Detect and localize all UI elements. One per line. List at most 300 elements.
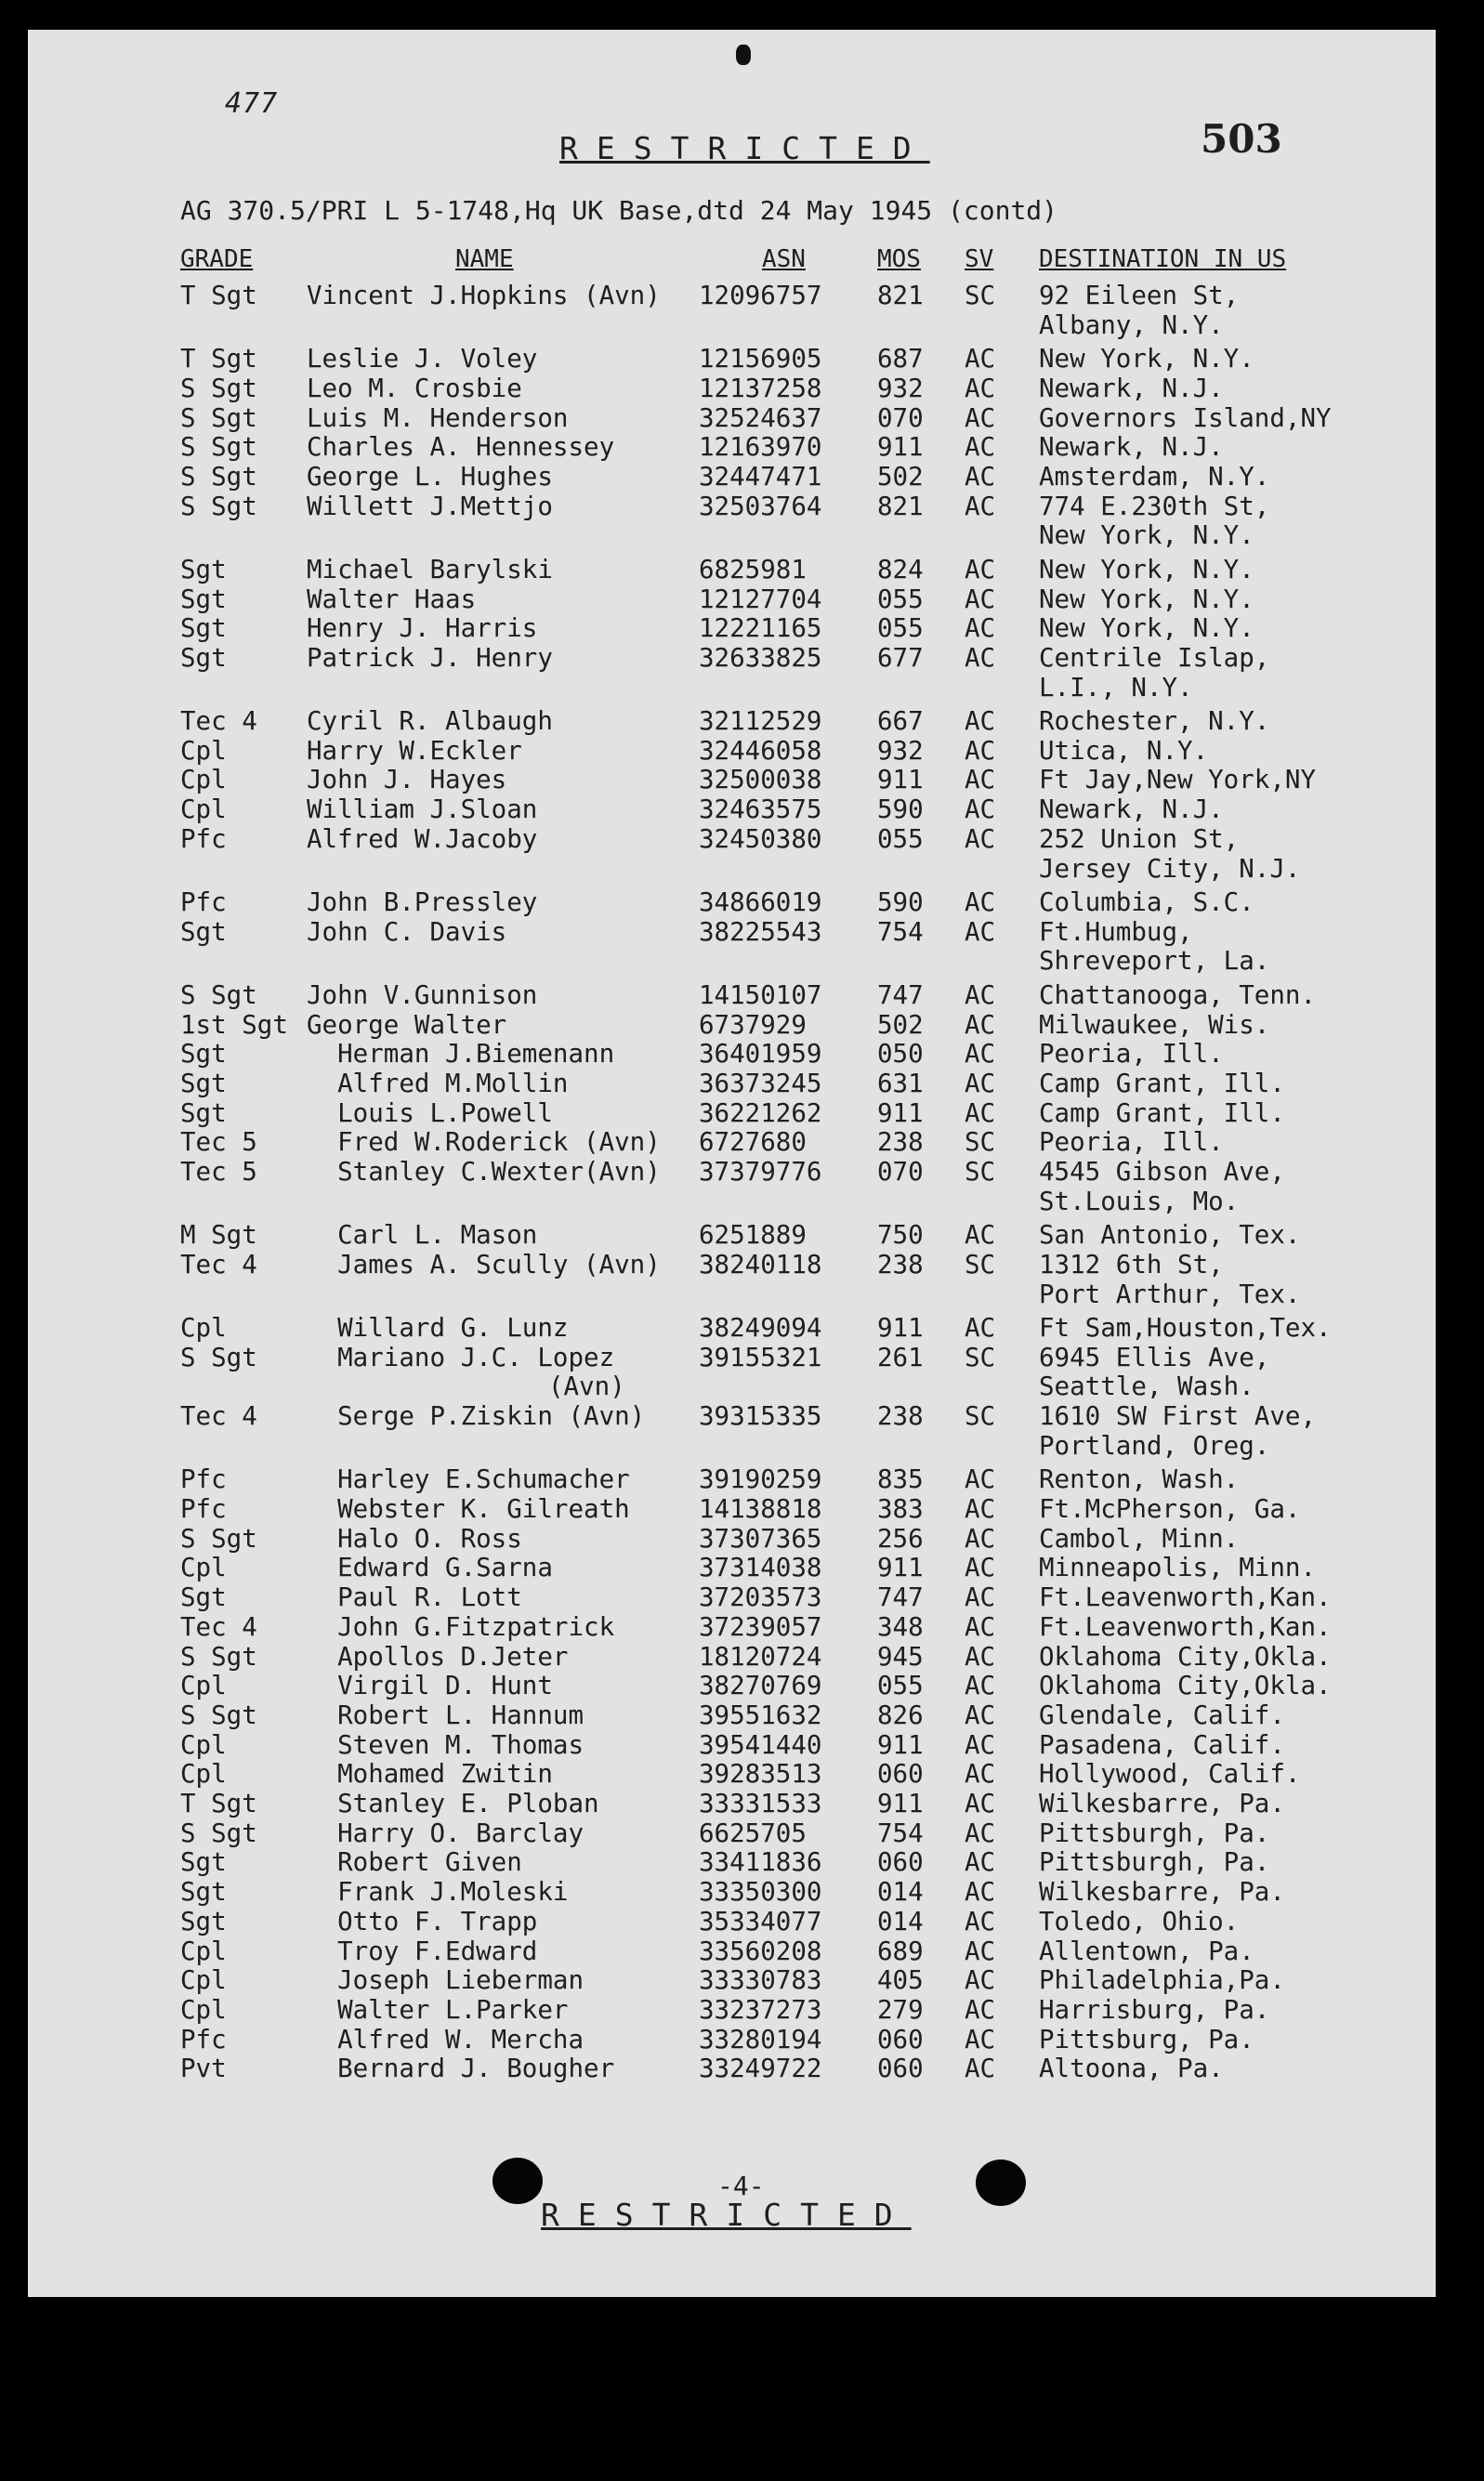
cell-name: Serge P.Ziskin (Avn)	[307, 1401, 646, 1432]
cell-mos: 945	[877, 1641, 924, 1672]
cell-name: George L. Hughes	[307, 461, 553, 492]
cell-grade: Pfc	[180, 823, 227, 854]
cell-asn: 39190259	[699, 1464, 822, 1495]
cell-grade: T Sgt	[180, 1789, 257, 1819]
cell-dest: Camp Grant, Ill.	[1039, 1097, 1285, 1128]
cell-name: James A. Scully (Avn)	[307, 1249, 661, 1280]
cell-name: Luis M. Henderson	[307, 402, 569, 433]
cell-asn: 37379776	[699, 1157, 822, 1188]
cell-name: John G.Fitzpatrick	[307, 1611, 615, 1642]
cell-sv: AC	[965, 1523, 996, 1554]
cell-sv: AC	[965, 1671, 996, 1701]
table-row-continuation	[28, 1372, 1436, 1400]
cell-grade: T Sgt	[180, 344, 257, 374]
table-row	[28, 1671, 1436, 1700]
cell-sv: AC	[965, 584, 996, 614]
cell-mos: 677	[877, 642, 924, 673]
header-name: NAME	[455, 245, 514, 273]
cell-mos: 747	[877, 979, 924, 1010]
cell-mos: 055	[877, 823, 924, 854]
cell-grade: Sgt	[180, 1582, 227, 1613]
cell-dest: Amsterdam, N.Y.	[1039, 461, 1270, 492]
cell-mos: 687	[877, 344, 924, 374]
cell-asn: 33560208	[699, 1936, 822, 1966]
cell-name: Troy F.Edward	[307, 1936, 538, 1966]
cell-asn: 32503764	[699, 491, 822, 521]
cell-name: Willard G. Lunz	[307, 1313, 569, 1344]
cell-name: Harry O. Barclay	[307, 1818, 584, 1848]
cell-sv: SC	[965, 1127, 996, 1158]
cell-name: Otto F. Trapp	[307, 1906, 538, 1936]
cell-asn: 39155321	[699, 1342, 822, 1372]
cell-name: John J. Hayes	[307, 765, 507, 795]
table-row	[28, 765, 1436, 794]
cell-sv: AC	[965, 1965, 996, 1996]
cell-dest: Oklahoma City,Okla.	[1039, 1641, 1332, 1672]
cell-asn: 12156905	[699, 344, 822, 374]
cell-asn: 36221262	[699, 1097, 822, 1128]
cell-grade: S Sgt	[180, 1523, 257, 1554]
cell-dest: 252 Union St,	[1039, 823, 1240, 854]
cell-name: Mariano J.C. Lopez	[307, 1342, 615, 1372]
table-row	[28, 344, 1436, 373]
table-row	[28, 980, 1436, 1009]
cell-dest: Columbia, S.C.	[1039, 887, 1254, 918]
cell-asn: 32633825	[699, 642, 822, 673]
cell-sv: SC	[965, 1342, 996, 1372]
cell-name: Edward G.Sarna	[307, 1553, 553, 1583]
punch-hole-right	[976, 2159, 1026, 2206]
cell-dest: Minneapolis, Minn.	[1039, 1553, 1317, 1583]
cell-dest: Ft.Humbug,	[1039, 916, 1193, 947]
cell-dest: Harrisburg, Pa.	[1039, 1994, 1270, 2025]
cell-sv: AC	[965, 1729, 996, 1760]
cell-grade: Tec 4	[180, 1401, 257, 1432]
table-row	[28, 1127, 1436, 1156]
table-row	[28, 2054, 1436, 2082]
cell-sv: SC	[965, 281, 996, 310]
cell-name: Leo M. Crosbie	[307, 373, 522, 403]
cell-name: Michael Barylski	[307, 554, 553, 584]
cell-asn: 12221165	[699, 613, 822, 644]
cell-asn: 32447471	[699, 461, 822, 492]
cell-name: Bernard J. Bougher	[307, 2054, 615, 2084]
table-row	[28, 432, 1436, 461]
header-grade: GRADE	[180, 245, 254, 273]
cell-sv: AC	[965, 1641, 996, 1672]
cell-mos: 754	[877, 916, 924, 947]
cell-asn: 38270769	[699, 1671, 822, 1701]
cell-mos: 502	[877, 1009, 924, 1040]
table-row	[28, 1759, 1436, 1788]
cell-sv: AC	[965, 554, 996, 584]
cell-grade: S Sgt	[180, 1342, 257, 1372]
cell-sv: AC	[965, 735, 996, 766]
cell-dest: Wilkesbarre, Pa.	[1039, 1877, 1285, 1908]
table-row	[28, 1877, 1436, 1906]
cell-name: Fred W.Roderick (Avn)	[307, 1127, 661, 1158]
cell-name-continuation: (Avn)	[548, 1372, 625, 1402]
cell-grade: Sgt	[180, 1847, 227, 1878]
cell-dest: 1610 SW First Ave,	[1039, 1401, 1317, 1432]
cell-name: Henry J. Harris	[307, 613, 538, 644]
document-page	[28, 30, 1436, 2297]
table-row	[28, 374, 1436, 402]
cell-mos: 821	[877, 491, 924, 521]
cell-grade: Cpl	[180, 1936, 227, 1966]
cell-name: Alfred M.Mollin	[307, 1068, 569, 1098]
table-row-continuation	[28, 1187, 1436, 1215]
cell-name: John C. Davis	[307, 916, 507, 947]
cell-grade: S Sgt	[180, 402, 257, 433]
table-row	[28, 1612, 1436, 1641]
cell-sv: AC	[965, 1553, 996, 1583]
cell-mos: 835	[877, 1464, 924, 1495]
cell-grade: Sgt	[180, 916, 227, 947]
cell-sv: AC	[965, 461, 996, 492]
table-row	[28, 824, 1436, 853]
cell-asn: 39541440	[699, 1729, 822, 1760]
cell-dest: 6945 Ellis Ave,	[1039, 1342, 1270, 1372]
cell-mos: 750	[877, 1220, 924, 1251]
header-destination: DESTINATION IN US	[1039, 245, 1287, 273]
cell-asn: 33237273	[699, 1994, 822, 2025]
cell-sv: AC	[965, 432, 996, 463]
cell-dest: San Antonio, Tex.	[1039, 1220, 1301, 1251]
cell-asn: 37239057	[699, 1611, 822, 1642]
cell-asn: 32112529	[699, 706, 822, 737]
table-row	[28, 794, 1436, 823]
cell-grade: Tec 5	[180, 1157, 257, 1188]
cell-name: Harley E.Schumacher	[307, 1464, 630, 1495]
cell-asn: 32450380	[699, 823, 822, 854]
cell-name: John B.Pressley	[307, 887, 538, 918]
table-row	[28, 1700, 1436, 1729]
cell-asn: 33350300	[699, 1877, 822, 1908]
cell-mos: 590	[877, 794, 924, 825]
cell-dest: New York, N.Y.	[1039, 613, 1254, 644]
cell-name: Halo O. Ross	[307, 1523, 522, 1554]
cell-asn: 37203573	[699, 1582, 822, 1613]
cell-grade: 1st Sgt	[180, 1009, 288, 1040]
cell-mos: 911	[877, 1729, 924, 1760]
cell-asn: 33249722	[699, 2054, 822, 2084]
cell-sv: AC	[965, 491, 996, 521]
table-row	[28, 1313, 1436, 1342]
cell-sv: AC	[965, 2054, 996, 2084]
cell-dest: Camp Grant, Ill.	[1039, 1068, 1285, 1098]
cell-dest: Ft Jay,New York,NY	[1039, 765, 1317, 795]
cell-name: George Walter	[307, 1009, 507, 1040]
cell-dest: Pasadena, Calif.	[1039, 1729, 1285, 1760]
cell-sv: AC	[965, 887, 996, 918]
cell-dest-continuation: Port Arthur, Tex.	[1039, 1279, 1301, 1309]
table-row	[28, 1907, 1436, 1936]
cell-mos: 590	[877, 887, 924, 918]
cell-mos: 279	[877, 1994, 924, 2025]
cell-dest-continuation: L.I., N.Y.	[1039, 672, 1193, 702]
cell-sv: AC	[965, 1759, 996, 1790]
cell-grade: Cpl	[180, 1729, 227, 1760]
cell-grade: Tec 4	[180, 1611, 257, 1642]
cell-mos: 911	[877, 432, 924, 463]
cell-sv: AC	[965, 373, 996, 403]
cell-asn: 33411836	[699, 1847, 822, 1878]
table-row-continuation	[28, 520, 1436, 549]
table-row	[28, 1157, 1436, 1186]
table-row	[28, 1098, 1436, 1127]
file-number: 477	[225, 87, 279, 120]
cell-mos: 932	[877, 373, 924, 403]
table-row-continuation	[28, 1431, 1436, 1460]
cell-mos: 238	[877, 1249, 924, 1280]
cell-mos: 383	[877, 1494, 924, 1525]
cell-sv: AC	[965, 979, 996, 1010]
cell-asn: 12137258	[699, 373, 822, 403]
cell-mos: 256	[877, 1523, 924, 1554]
cell-mos: 014	[877, 1906, 924, 1936]
cell-sv: AC	[965, 1906, 996, 1936]
header-sv: SV	[965, 245, 994, 273]
cell-asn: 14150107	[699, 979, 822, 1010]
cell-dest: Pittsburg, Pa.	[1039, 2024, 1254, 2054]
table-row	[28, 1965, 1436, 1994]
cell-dest: Cambol, Minn.	[1039, 1523, 1240, 1554]
cell-grade: S Sgt	[180, 979, 257, 1010]
cell-sv: AC	[965, 1994, 996, 2025]
cell-grade: Cpl	[180, 1671, 227, 1701]
cell-name: Stanley C.Wexter(Avn)	[307, 1157, 661, 1188]
cell-grade: Pfc	[180, 1464, 227, 1495]
cell-sv: AC	[965, 1936, 996, 1966]
cell-name: Carl L. Mason	[307, 1220, 538, 1251]
cell-asn: 18120724	[699, 1641, 822, 1672]
cell-dest: 4545 Gibson Ave,	[1039, 1157, 1285, 1188]
cell-dest: New York, N.Y.	[1039, 344, 1254, 374]
cell-dest: Pittsburgh, Pa.	[1039, 1847, 1270, 1878]
cell-dest: Ft Sam,Houston,Tex.	[1039, 1313, 1332, 1344]
cell-mos: 667	[877, 706, 924, 737]
cell-name: Leslie J. Voley	[307, 344, 538, 374]
cell-dest: Wilkesbarre, Pa.	[1039, 1789, 1285, 1819]
table-row	[28, 1010, 1436, 1039]
cell-mos: 911	[877, 1097, 924, 1128]
cell-asn: 37307365	[699, 1523, 822, 1554]
cell-mos: 050	[877, 1039, 924, 1070]
cell-mos: 055	[877, 1671, 924, 1701]
cell-grade: S Sgt	[180, 1818, 257, 1848]
cell-sv: SC	[965, 1249, 996, 1280]
cell-name: Stanley E. Ploban	[307, 1789, 599, 1819]
cell-sv: AC	[965, 344, 996, 374]
cell-grade: Cpl	[180, 735, 227, 766]
cell-grade: Sgt	[180, 554, 227, 584]
cell-sv: SC	[965, 1401, 996, 1432]
cell-grade: Cpl	[180, 765, 227, 795]
cell-asn: 32524637	[699, 402, 822, 433]
table-row	[28, 1730, 1436, 1759]
cell-asn: 33280194	[699, 2024, 822, 2054]
table-row-continuation	[28, 1280, 1436, 1308]
cell-grade: Tec 4	[180, 706, 257, 737]
cell-grade: Tec 5	[180, 1127, 257, 1158]
cell-asn: 34866019	[699, 887, 822, 918]
cell-dest: Governors Island,NY	[1039, 402, 1332, 433]
cell-grade: Pfc	[180, 2024, 227, 2054]
cell-dest: Milwaukee, Wis.	[1039, 1009, 1270, 1040]
cell-asn: 6251889	[699, 1220, 807, 1251]
cell-name: Frank J.Moleski	[307, 1877, 569, 1908]
cell-asn: 14138818	[699, 1494, 822, 1525]
table-row	[28, 1789, 1436, 1818]
table-row	[28, 584, 1436, 613]
cell-name: Alfred W.Jacoby	[307, 823, 538, 854]
cell-dest: Rochester, N.Y.	[1039, 706, 1270, 737]
table-row	[28, 1039, 1436, 1068]
cell-grade: Pvt	[180, 2054, 227, 2084]
header-mos: MOS	[877, 245, 921, 273]
cell-dest: Chattanooga, Tenn.	[1039, 979, 1317, 1010]
cell-sv: SC	[965, 1157, 996, 1188]
cell-name: Louis L.Powell	[307, 1097, 553, 1128]
cell-dest: Pittsburgh, Pa.	[1039, 1818, 1270, 1848]
cell-name: Paul R. Lott	[307, 1582, 522, 1613]
cell-mos: 055	[877, 613, 924, 644]
cell-grade: Sgt	[180, 584, 227, 614]
cell-dest: Hollywood, Calif.	[1039, 1759, 1301, 1790]
cell-sv: AC	[965, 642, 996, 673]
cell-grade: S Sgt	[180, 1641, 257, 1672]
table-row-continuation	[28, 854, 1436, 883]
cell-grade: Cpl	[180, 1553, 227, 1583]
cell-dest: New York, N.Y.	[1039, 554, 1254, 584]
cell-mos: 821	[877, 281, 924, 310]
cell-name: Alfred W. Mercha	[307, 2024, 584, 2054]
cell-sv: AC	[965, 1097, 996, 1128]
cell-sv: AC	[965, 1877, 996, 1908]
table-row	[28, 1464, 1436, 1493]
cell-mos: 911	[877, 1313, 924, 1344]
cell-name: Apollos D.Jeter	[307, 1641, 569, 1672]
table-row	[28, 1642, 1436, 1671]
cell-grade: Tec 4	[180, 1249, 257, 1280]
cell-name: Herman J.Biemenann	[307, 1039, 615, 1070]
cell-name: Walter L.Parker	[307, 1994, 569, 2025]
cell-grade: S Sgt	[180, 373, 257, 403]
cell-dest: Ft.Leavenworth,Kan.	[1039, 1582, 1332, 1613]
table-row	[28, 706, 1436, 735]
table-row	[28, 1995, 1436, 2024]
cell-name: Patrick J. Henry	[307, 642, 553, 673]
cell-name: John V.Gunnison	[307, 979, 538, 1010]
table-row	[28, 1220, 1436, 1249]
cell-grade: Sgt	[180, 1906, 227, 1936]
cell-sv: AC	[965, 1847, 996, 1878]
cell-asn: 12127704	[699, 584, 822, 614]
table-row	[28, 917, 1436, 946]
punch-hole-left	[492, 2158, 543, 2204]
cell-sv: AC	[965, 1494, 996, 1525]
cell-sv: AC	[965, 1818, 996, 1848]
table-row	[28, 1553, 1436, 1582]
cell-dest: Glendale, Calif.	[1039, 1700, 1285, 1730]
cell-mos: 055	[877, 584, 924, 614]
cell-mos: 060	[877, 2054, 924, 2084]
table-row	[28, 1401, 1436, 1430]
cell-name: Mohamed Zwitin	[307, 1759, 553, 1790]
cell-mos: 824	[877, 554, 924, 584]
cell-sv: AC	[965, 916, 996, 947]
table-row	[28, 1524, 1436, 1553]
cell-mos: 405	[877, 1965, 924, 1996]
cell-name: Willett J.Mettjo	[307, 491, 553, 521]
cell-name: Steven M. Thomas	[307, 1729, 584, 1760]
table-row	[28, 555, 1436, 584]
cell-grade: Cpl	[180, 794, 227, 825]
cell-asn: 33331533	[699, 1789, 822, 1819]
cell-name: Joseph Lieberman	[307, 1965, 584, 1996]
cell-asn: 38240118	[699, 1249, 822, 1280]
cell-mos: 060	[877, 1759, 924, 1790]
cell-asn: 32446058	[699, 735, 822, 766]
table-row	[28, 281, 1436, 309]
cell-asn: 6625705	[699, 1818, 807, 1848]
cell-grade: S Sgt	[180, 491, 257, 521]
cell-name: Robert Given	[307, 1847, 522, 1878]
table-row	[28, 1847, 1436, 1876]
cell-grade: Sgt	[180, 1877, 227, 1908]
cell-sv: AC	[965, 1582, 996, 1613]
table-row	[28, 462, 1436, 491]
cell-grade: Pfc	[180, 1494, 227, 1525]
classification-footer: RESTRICTED	[541, 2197, 912, 2233]
table-row	[28, 1582, 1436, 1611]
cell-dest-continuation: Seattle, Wash.	[1039, 1372, 1254, 1402]
cell-mos: 631	[877, 1068, 924, 1098]
cell-dest: Allentown, Pa.	[1039, 1936, 1254, 1966]
cell-grade: S Sgt	[180, 432, 257, 463]
cell-mos: 060	[877, 2024, 924, 2054]
cell-dest: Oklahoma City,Okla.	[1039, 1671, 1332, 1701]
cell-grade: S Sgt	[180, 461, 257, 492]
table-row-continuation	[28, 310, 1436, 339]
cell-dest: Peoria, Ill.	[1039, 1039, 1224, 1070]
footer-page-marker: -4-	[717, 2171, 765, 2201]
cell-grade: T Sgt	[180, 281, 257, 310]
cell-sv: AC	[965, 613, 996, 644]
cell-sv: AC	[965, 1313, 996, 1344]
cell-asn: 6737929	[699, 1009, 807, 1040]
page-number: 503	[1201, 116, 1282, 162]
header-asn: ASN	[762, 245, 806, 273]
cell-grade: Sgt	[180, 1068, 227, 1098]
cell-asn: 38249094	[699, 1313, 822, 1344]
cell-dest: Renton, Wash.	[1039, 1464, 1240, 1495]
cell-dest: Newark, N.J.	[1039, 432, 1224, 463]
cell-name: Webster K. Gilreath	[307, 1494, 630, 1525]
cell-name: Walter Haas	[307, 584, 477, 614]
cell-dest: Centrile Islap,	[1039, 642, 1270, 673]
cell-asn: 12163970	[699, 432, 822, 463]
table-row	[28, 1343, 1436, 1372]
cell-sv: AC	[965, 794, 996, 825]
cell-dest: Altoona, Pa.	[1039, 2054, 1224, 2084]
cell-grade: Cpl	[180, 1994, 227, 2025]
cell-dest: 92 Eileen St,	[1039, 281, 1240, 310]
cell-sv: AC	[965, 1068, 996, 1098]
cell-dest: 1312 6th St,	[1039, 1249, 1224, 1280]
cell-sv: AC	[965, 1220, 996, 1251]
